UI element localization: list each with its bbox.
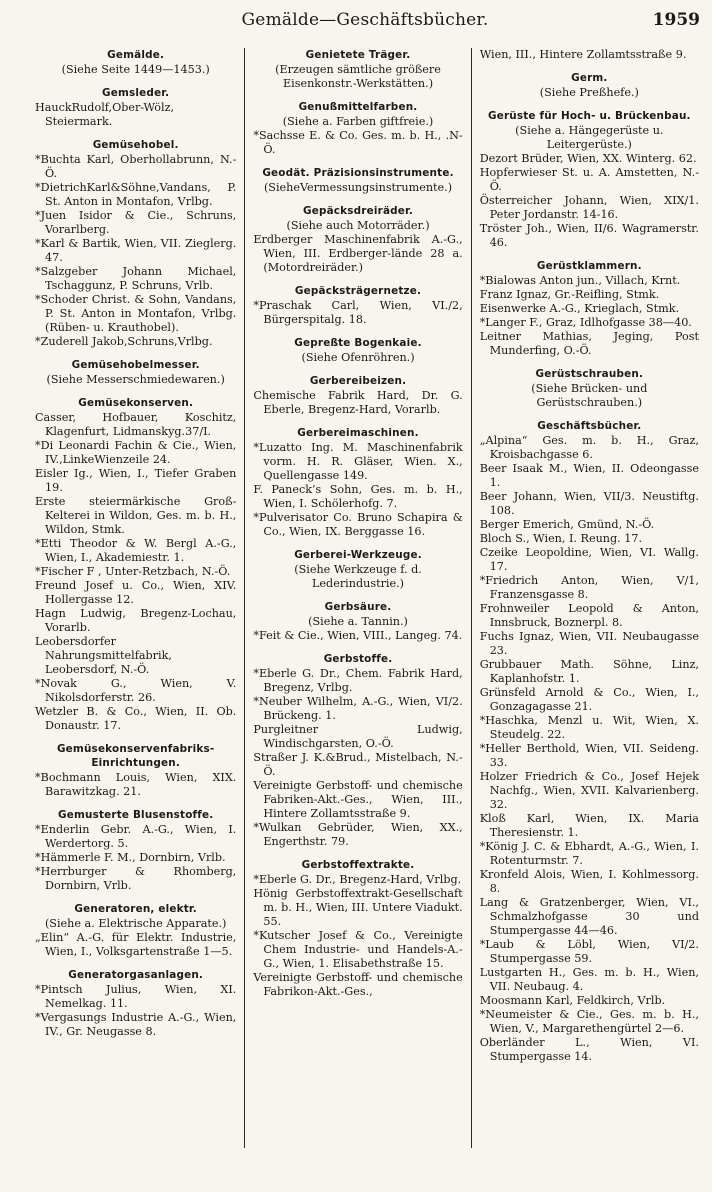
- column-rule: [471, 48, 472, 1148]
- company-entry: Holzer Friedrich & Co., Josef Hejek Nachfg., Wien, XVII. Kalvarienberg. 32.: [479, 770, 699, 811]
- company-entry: *Eberle G. Dr., Chem. Fabrik Hard, Bregenz, Vrlbg.: [253, 667, 463, 694]
- category-heading: Gerberei-Werkzeuge.: [294, 549, 422, 561]
- company-entry: *Etti Theodor & W. Bergl A.-G., Wien, I., Akademiestr. 1.: [35, 537, 237, 564]
- company-entry: „Alpina“ Ges. m. b. H., Graz, Kroisbachgasse 6.: [479, 434, 699, 461]
- company-entry: Hagn Ludwig, Bregenz-Lochau, Vorarlb.: [35, 607, 237, 634]
- company-entry: *Zuderell Jakob,Schruns,Vrlbg.: [35, 335, 213, 348]
- cross-reference: (Siehe a. Farben giftfreie.): [282, 115, 434, 128]
- category-heading: Gemälde.: [107, 49, 165, 61]
- category-heading: Geodät. Präzisionsinstrumente.: [262, 167, 454, 179]
- company-entry: „Elin“ A.-G. für Elektr. Industrie, Wien, I., Volksgartenstraße 1—5.: [35, 931, 237, 958]
- company-entry: Eisenwerke A.-G., Krieglach, Stmk.: [479, 302, 680, 315]
- company-entry: F. Paneck’s Sohn, Ges. m. b. H., Wien, I. Schölerhofg. 7.: [253, 483, 463, 510]
- company-entry: Lang & Gratzenberger, Wien, VI., Schmalzhofgasse 30 und Stumpergasse 44—46.: [479, 896, 699, 937]
- company-entry: *Karl & Bartik, Wien, VII. Zieglerg. 47.: [35, 237, 237, 264]
- company-entry: *Herrburger & Rhomberg, Dornbirn, Vrlb.: [35, 865, 237, 892]
- company-entry: *Buchta Karl, Oberhollabrunn, N.-Ö.: [35, 153, 237, 180]
- category-heading: Gerbsäure.: [324, 601, 392, 613]
- company-entry: Kloß Karl, Wien, IX. Maria Theresienstr. 1.: [479, 812, 699, 839]
- company-entry: Leobersdorfer Nahrungsmittelfabrik, Leobersdorf, N.-Ö.: [35, 635, 172, 676]
- cross-reference: (Siehe Brücken- und Gerüstschrauben.): [531, 382, 648, 409]
- company-entry: *Eberle G. Dr., Bregenz-Hard, Vrlbg.: [253, 873, 462, 886]
- company-entry: Beer Isaak M., Wien, II. Odeongasse 1.: [479, 462, 699, 489]
- page-title: Gemälde—Geschäftsbücher.: [241, 10, 489, 30]
- category-heading: Genietete Träger.: [305, 49, 411, 61]
- company-entry: *Pulverisator Co. Bruno Schapira & Co., Wien, IX. Berggasse 16.: [253, 511, 463, 538]
- category-heading: Generatorgasanlagen.: [68, 969, 204, 981]
- company-entry: *Sachsse E. & Co. Ges. m. b. H., .N-Ö.: [253, 129, 463, 156]
- company-entry: Eisler Ig., Wien, I., Tiefer Graben 19.: [35, 467, 237, 494]
- company-entry: Purgleitner Ludwig, Windischgarsten, O.-Ö.: [253, 723, 463, 750]
- company-entry: Franz Ignaz, Gr.-Reifling, Stmk.: [479, 288, 660, 301]
- category-heading: Germ.: [571, 72, 608, 84]
- company-entry: *Bochmann Louis, Wien, XIX. Barawitzkag. 21.: [35, 771, 237, 798]
- category-heading: Gerbstoffextrakte.: [301, 859, 415, 871]
- company-entry: Oberländer L., Wien, VI. Stumpergasse 14.: [479, 1036, 699, 1063]
- column-3: [477, 48, 702, 1148]
- company-entry: Wien, III., Hintere Zollamtsstraße 9.: [479, 48, 687, 61]
- company-entry: Beer Johann, Wien, VII/3. Neustiftg. 108.: [479, 490, 699, 517]
- company-entry: Casser, Hofbauer, Koschitz, Klagenfurt, Lidmanskyg.37/I.: [35, 411, 237, 438]
- column-1: [32, 48, 239, 1148]
- category-heading: Gepäcksträgernetze.: [294, 285, 422, 297]
- company-entry: *Luzatto Ing. M. Maschinenfabrik vorm. H. R. Gläser, Wien. X., Quellengasse 149.: [253, 441, 463, 482]
- cross-reference: (Siehe a. Elektrische Apparate.): [44, 917, 227, 930]
- company-entry: *Haschka, Menzl u. Wit, Wien, X. Steudelg. 22.: [479, 714, 699, 741]
- company-entry: Tröster Joh., Wien, II/6. Wagramerstr. 46.: [479, 222, 699, 249]
- company-entry: Moosmann Karl, Feldkirch, Vrlb.: [479, 994, 666, 1007]
- company-entry: Bloch S., Wien, I. Reung. 17.: [479, 532, 643, 545]
- category-heading: Gepäcksdreiräder.: [302, 205, 414, 217]
- company-entry: Frohnweiler Leopold & Anton, Innsbruck, Boznerpl. 8.: [479, 602, 699, 629]
- category-heading: Gemüsehobelmesser.: [71, 359, 200, 371]
- company-entry: *Feit & Cie., Wien, VIII., Langeg. 74.: [253, 629, 463, 642]
- cross-reference: (Siehe auch Motorräder.): [286, 219, 430, 232]
- column-2: [250, 48, 465, 1148]
- category-heading: Gerüste für Hoch- u. Brückenbau.: [487, 110, 691, 122]
- category-heading: Gerbstoffe.: [323, 653, 393, 665]
- company-entry: *Juen Isidor & Cie., Schruns, Vorarlberg.: [35, 209, 237, 236]
- cross-reference: (Siehe Werkzeuge f. d. Lederindustrie.): [294, 563, 422, 590]
- company-entry: *Vergasungs Industrie A.-G., Wien, IV., Gr. Neugasse 8.: [35, 1011, 237, 1038]
- company-entry: *Wulkan Gebrüder, Wien, XX., Engerthstr. 79.: [253, 821, 463, 848]
- company-entry: *Di Leonardi Fachin & Cie., Wien, IV.,LinkeWienzeile 24.: [35, 439, 237, 466]
- company-entry: *Kutscher Josef & Co., Vereinigte Chem Industrie- und Handels-A.-G., Wien, 1. Elisabethstraße 15.: [253, 929, 463, 970]
- category-heading: Gerbereibeizen.: [309, 375, 407, 387]
- company-entry: Freund Josef u. Co., Wien, XIV. Hollergasse 12.: [35, 579, 237, 606]
- cross-reference: (Siehe a. Tannin.): [308, 615, 408, 628]
- directory-columns: [32, 48, 702, 1148]
- cross-reference: (Siehe Seite 1449—1453.): [61, 63, 210, 76]
- company-entry: *Heller Berthold, Wien, VII. Seideng. 33.: [479, 742, 699, 769]
- company-entry: Lustgarten H., Ges. m. b. H., Wien, VII. Neubaug. 4.: [479, 966, 699, 993]
- company-entry: Hopferwieser St. u. A. Amstetten, N.-Ö.: [479, 166, 699, 193]
- category-heading: Gerüstklammern.: [536, 260, 642, 272]
- company-entry: *Schoder Christ. & Sohn, Vandans, P. St. Anton in Montafon, Vrlbg. (Rüben- u. Krauthobel).: [35, 293, 237, 334]
- cross-reference: (Siehe Preßhefe.): [539, 86, 639, 99]
- company-entry: *Neumeister & Cie., Ges. m. b. H., Wien, V., Margarethengürtel 2—6.: [479, 1008, 699, 1035]
- company-entry: Grubbauer Math. Söhne, Linz, Kaplanhofstr. 1.: [479, 658, 699, 685]
- company-entry: *DietrichKarl&Söhne,Vandans, P. St. Anton in Montafon, Vrlbg.: [35, 181, 237, 208]
- company-entry: *Novak G., Wien, V. Nikolsdorferstr. 26.: [35, 677, 237, 704]
- company-entry: Grünsfeld Arnold & Co., Wien, I., Gonzagagasse 21.: [479, 686, 699, 713]
- company-entry: HauckRudolf,Ober-Wölz, Steiermark.: [35, 101, 175, 128]
- company-entry: *Friedrich Anton, Wien, V/1, Franzensgasse 8.: [479, 574, 699, 601]
- category-heading: Gerbereimaschinen.: [297, 427, 419, 439]
- company-entry: Czeike Leopoldine, Wien, VI. Wallg. 17.: [479, 546, 699, 573]
- company-entry: Erste steiermärkische Groß-Kelterei in Wildon, Ges. m. b. H., Wildon, Stmk.: [35, 495, 237, 536]
- page-header: [30, 6, 700, 36]
- column-rule: [244, 48, 245, 1148]
- category-heading: Gerüstschrauben.: [535, 368, 644, 380]
- cross-reference: (Siehe Ofenröhren.): [301, 351, 415, 364]
- category-heading: Gemsleder.: [102, 87, 170, 99]
- company-entry: Kronfeld Alois, Wien, I. Kohlmessorg. 8.: [479, 868, 699, 895]
- company-entry: *Pintsch Julius, Wien, XI. Nemelkag. 11.: [35, 983, 237, 1010]
- company-entry: Straßer J. K.&Brud., Mistelbach, N.-Ö.: [253, 751, 463, 778]
- category-heading: Geschäftsbücher.: [537, 420, 642, 432]
- page-number: 1959: [652, 10, 700, 30]
- company-entry: Österreicher Johann, Wien, XIX/1. Peter Jordanstr. 14-16.: [479, 194, 699, 221]
- category-heading: Gemüsekonservenfabriks-Einrichtungen.: [56, 743, 215, 769]
- company-entry: Vereinigte Gerbstoff- und chemische Fabriken-Akt.-Ges., Wien, III., Hintere Zollamtsstraße 9.: [253, 779, 463, 820]
- category-heading: Gemusterte Blusenstoffe.: [57, 809, 214, 821]
- company-entry: *Laub & Löbl, Wien, VI/2. Stumpergasse 59.: [479, 938, 699, 965]
- cross-reference: (Siehe Messerschmiedewaren.): [46, 373, 225, 386]
- cross-reference: (Erzeugen sämtliche größere Eisenkonstr.-Werkstätten.): [275, 63, 441, 90]
- company-entry: *König J. C. & Ebhardt, A.-G., Wien, I. Rotenturmstr. 7.: [479, 840, 699, 867]
- company-entry: Wetzler B. & Co., Wien, II. Ob. Donaustr. 17.: [35, 705, 237, 732]
- company-entry: *Hämmerle F. M., Dornbirn, Vrlb.: [35, 851, 226, 864]
- cross-reference: (SieheVermessungsinstrumente.): [263, 181, 453, 194]
- company-entry: *Langer F., Graz, Idlhofgasse 38—40.: [479, 316, 692, 329]
- company-entry: Chemische Fabrik Hard, Dr. G. Eberle, Bregenz-Hard, Vorarlb.: [253, 389, 463, 416]
- company-entry: Hönig Gerbstoffextrakt-Gesellschaft m. b. H., Wien, III. Untere Viadukt. 55.: [253, 887, 463, 928]
- category-heading: Gemüsehobel.: [92, 139, 179, 151]
- category-heading: Gepreßte Bogenkaie.: [294, 337, 422, 349]
- company-entry: *Neuber Wilhelm, A.-G., Wien, VI/2. Brückeng. 1.: [253, 695, 463, 722]
- company-entry: Leitner Mathias, Jeging, Post Munderfing, O.-Ö.: [479, 330, 699, 357]
- company-entry: *Salzgeber Johann Michael, Tschaggunz, P. Schruns, Vrlb.: [35, 265, 237, 292]
- company-entry: *Bialowas Anton jun., Villach, Krnt.: [479, 274, 681, 287]
- category-heading: Gemüsekonserven.: [78, 397, 194, 409]
- company-entry: Erdberger Maschinenfabrik A.-G., Wien, III. Erdberger-lände 28 a. (Motordreiräder.): [253, 233, 463, 274]
- company-entry: Vereinigte Gerbstoff- und chemische Fabrikon-Akt.-Ges.,: [253, 971, 463, 998]
- company-entry: Berger Emerich, Gmünd, N.-Ö.: [479, 518, 655, 531]
- category-heading: Generatoren, elektr.: [74, 903, 197, 915]
- company-entry: *Praschak Carl, Wien, VI./2, Bürgerspitalg. 18.: [253, 299, 463, 326]
- category-heading: Genußmittelfarben.: [298, 101, 418, 113]
- company-entry: *Fischer F , Unter-Retzbach, N.-Ö.: [35, 565, 231, 578]
- cross-reference: (Siehe a. Hängegerüste u. Leitergerüste.): [515, 124, 664, 151]
- company-entry: *Enderlin Gebr. A.-G., Wien, I. Werdertorg. 5.: [35, 823, 237, 850]
- company-entry: Dezort Brüder, Wien, XX. Winterg. 62.: [479, 152, 697, 165]
- company-entry: Fuchs Ignaz, Wien, VII. Neubaugasse 23.: [479, 630, 699, 657]
